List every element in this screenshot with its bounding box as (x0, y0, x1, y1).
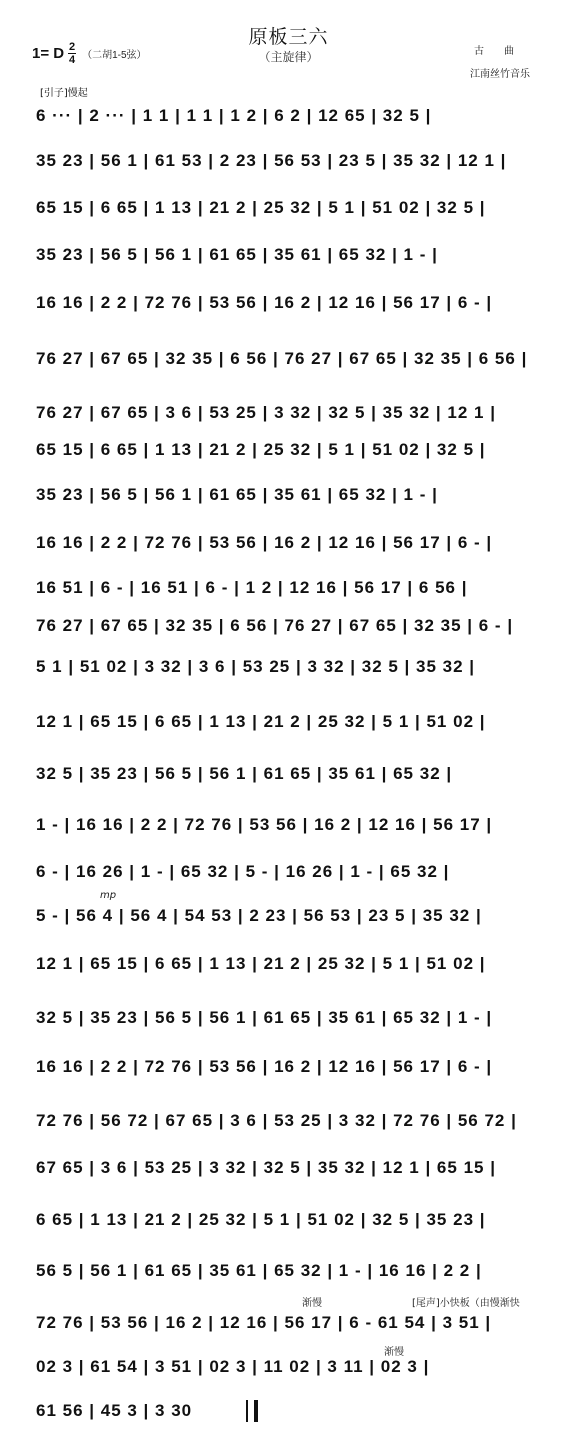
score-line: 65 15 | 6 65 | 1 13 | 21 2 | 25 32 | 5 1 | 51 02 | 32 5 | (36, 440, 486, 459)
score-line: 12 1 | 65 15 | 6 65 | 1 13 | 21 2 | 25 32 | 5 1 | 51 02 | (36, 954, 486, 973)
genre: 江南丝竹音乐 (470, 69, 530, 80)
score-line: 65 15 | 6 65 | 1 13 | 21 2 | 25 32 | 5 1 | 51 02 | 32 5 | (36, 198, 486, 217)
time-signature (68, 42, 76, 65)
score-line: 6 ··· | 2 ··· | 1 1 | 1 1 | 1 2 | 6 2 | 12 65 | 32 5 | (36, 106, 432, 125)
score-line: 56 5 | 56 1 | 61 65 | 35 61 | 65 32 | 1 - | 16 16 | 2 2 | (36, 1261, 482, 1280)
score-line: 35 23 | 56 5 | 56 1 | 61 65 | 35 61 | 65 32 | 1 - | (36, 245, 438, 264)
key-signature (32, 42, 147, 65)
intro-mark: [引子]慢起 (40, 88, 88, 99)
score-line: 76 27 | 67 65 | 3 6 | 53 25 | 3 32 | 32 5 | 35 32 | 12 1 | (36, 403, 496, 422)
score-line: 5 - | 56 4 | 56 4 | 54 53 | 2 23 | 56 53 | 23 5 | 35 32 | (36, 906, 482, 925)
score-line: 76 27 | 67 65 | 32 35 | 6 56 | 76 27 | 67 65 | 32 35 | 6 - | (36, 616, 514, 635)
score-line: 16 16 | 2 2 | 72 76 | 53 56 | 16 2 | 12 16 | 56 17 | 6 - | (36, 1057, 493, 1076)
final-barline (246, 1400, 258, 1422)
score-line: 16 16 | 2 2 | 72 76 | 53 56 | 16 2 | 12 16 | 56 17 | 6 - | (36, 533, 493, 552)
score-line: 6 65 | 1 13 | 21 2 | 25 32 | 5 1 | 51 02 | 32 5 | 35 23 | (36, 1210, 486, 1229)
score-line: 72 76 | 56 72 | 67 65 | 3 6 | 53 25 | 3 32 | 72 76 | 56 72 | (36, 1111, 517, 1130)
score-line: 16 16 | 2 2 | 72 76 | 53 56 | 16 2 | 12 16 | 56 17 | 6 - | (36, 293, 493, 312)
score-line: 35 23 | 56 5 | 56 1 | 61 65 | 35 61 | 65 32 | 1 - | (36, 485, 438, 504)
score-line: 6 - | 16 26 | 1 - | 65 32 | 5 - | 16 26 | 1 - | 65 32 | (36, 862, 450, 881)
score-line: 1 - | 16 16 | 2 2 | 72 76 | 53 56 | 16 2 | 12 16 | 56 17 | (36, 815, 493, 834)
time-top: 2 (69, 41, 76, 53)
instrument-range: （二胡1-5弦） (82, 50, 147, 61)
score-line: 02 3 | 61 54 | 3 51 | 02 3 | 11 02 | 3 11 | 02 3 | (36, 1357, 430, 1376)
dynamic-mark: mp (100, 890, 117, 901)
piece-title: 原板三六 (248, 26, 329, 48)
section-mark: [尾声]小快板（由慢渐快 (412, 1298, 520, 1309)
score-line: 32 5 | 35 23 | 56 5 | 56 1 | 61 65 | 35 61 | 65 32 | (36, 764, 453, 783)
tempo-mark: 渐慢 (384, 1347, 404, 1358)
score-line: 61 56 | 45 3 | 3 30 (36, 1401, 193, 1420)
score-line: 72 76 | 53 56 | 16 2 | 12 16 | 56 17 | 6 - 61 54 | 3 51 | (36, 1313, 492, 1332)
piece-subtitle: （主旋律） (258, 50, 319, 64)
time-bottom: 4 (69, 54, 76, 66)
composer: 古 曲 (474, 46, 514, 57)
score-line: 67 65 | 3 6 | 53 25 | 3 32 | 32 5 | 35 32 | 12 1 | 65 15 | (36, 1158, 496, 1177)
score-line: 16 51 | 6 - | 16 51 | 6 - | 1 2 | 12 16 | 56 17 | 6 56 | (36, 578, 468, 597)
key-label: 1= D (32, 45, 65, 62)
score-line: 32 5 | 35 23 | 56 5 | 56 1 | 61 65 | 35 61 | 65 32 | 1 - | (36, 1008, 493, 1027)
score-line: 12 1 | 65 15 | 6 65 | 1 13 | 21 2 | 25 32 | 5 1 | 51 02 | (36, 712, 486, 731)
score-line: 35 23 | 56 1 | 61 53 | 2 23 | 56 53 | 23 5 | 35 32 | 12 1 | (36, 151, 507, 170)
score-line: 5 1 | 51 02 | 3 32 | 3 6 | 53 25 | 3 32 | 32 5 | 35 32 | (36, 657, 476, 676)
tempo-mark: 渐慢 (302, 1298, 322, 1309)
score-line: 76 27 | 67 65 | 32 35 | 6 56 | 76 27 | 67 65 | 32 35 | 6 56 | (36, 349, 528, 368)
